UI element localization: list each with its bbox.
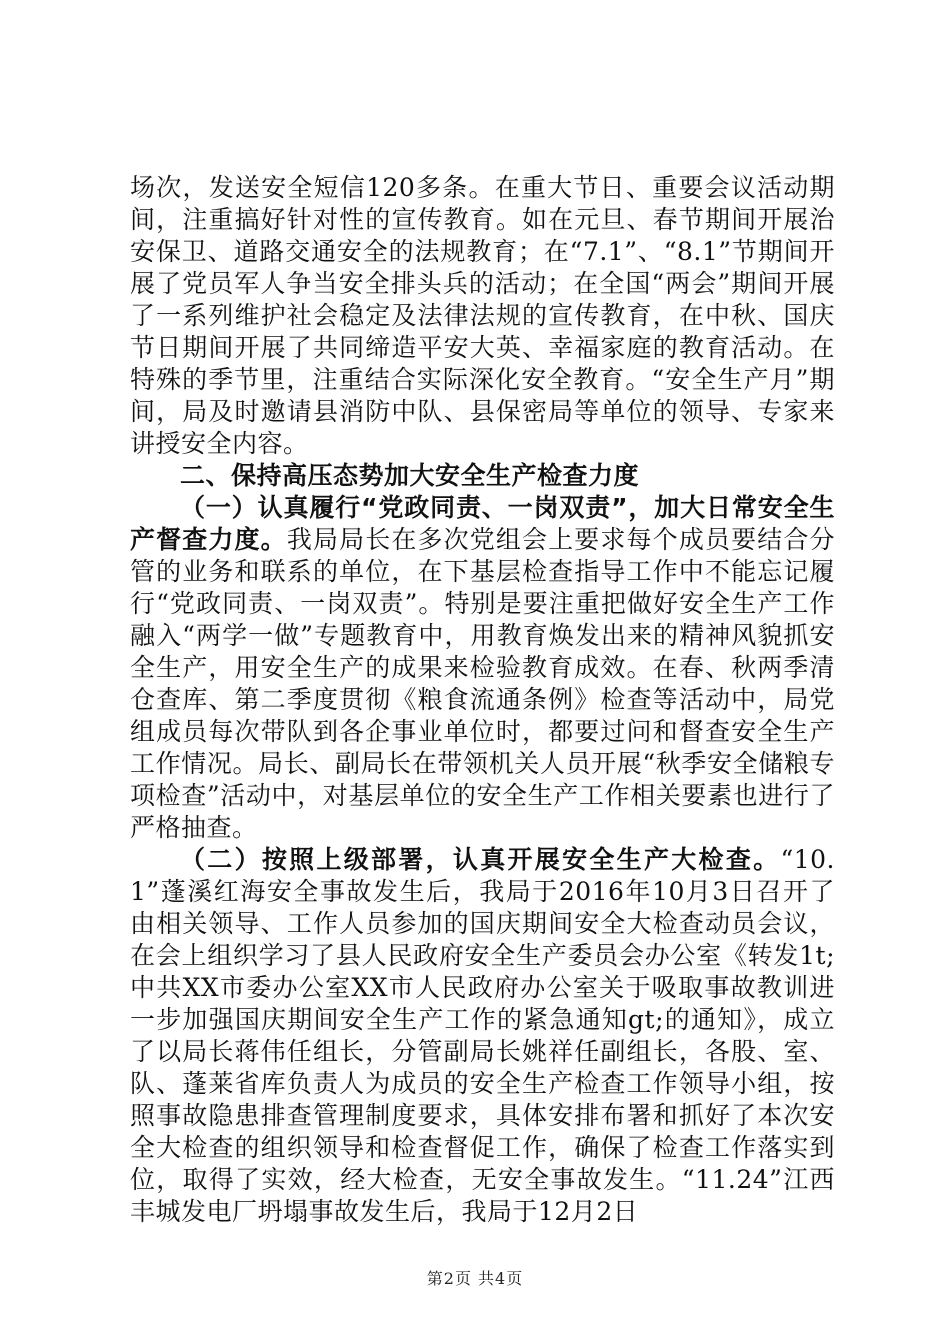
paragraph-sub2-body: “10.1”蓬溪红海安全事故发生后，我局于2016年10月3日召开了由相关领导、工作人员参加的国庆期间安全大检查动员会议，在会上组织学习了县人民政府安全生产委员会办公室《转发1t;中共XX市委办公室XX市人民政府办公室关于吸取事故教训进一步加强国庆期间安全生产工作的紧急通知gt;的通知》，成立了以局长蒋伟任组长，分管副局长姚祥任副组长，各股、室、队、蓬莱省库负责人为成员的安全生产检查工作领导小组，按照事故隐患排查管理制度要求，具体安排布署和抓好了本次安全大检查的组织领导和检查督促工作，确保了检查工作落实到位，取得了实效，经大检查，无安全事故发生。“11.24”江西丰城发电厂坍塌事故发生后，我局于12月2日 [130,845,835,1226]
section-heading-2: 二、保持高压态势加大安全生产检查力度 [180,461,640,490]
paragraph-sub1 [130,492,835,844]
paragraph-sub2 [130,844,835,1228]
subheading-2: （二）按照上级部署，认真开展安全生产大检查。 [180,845,781,874]
paragraph-sub1-body: 我局局长在多次党组会上要求每个成员要结合分管的业务和联系的单位，在下基层检查指导工作中不能忘记履行“党政同责、一岗双责”。特别是要注重把做好安全生产工作融入“两学一做”专题教育中，用教育焕发出来的精神风貌抓安全生产，用安全生产的成果来检验教育成效。在春、秋两季清仓查库、第二季度贯彻《粮食流通条例》检查等活动中，局党组成员每次带队到各企事业单位时，都要过问和督查安全生产工作情况。局长、副局长在带领机关人员开展“秋季安全储粮专项检查”活动中，对基层单位的安全生产工作相关要素也进行了严格抽查。 [130,525,835,842]
subheading-1: （一）认真履行“党政同责、一岗双责”，加大日常安全生产督查力度。 [130,493,835,554]
page-number-footer: 第2页 共4页 [426,1269,524,1288]
paragraph-publicity: 场次，发送安全短信120多条。在重大节日、重要会议活动期间，注重搞好针对性的宣传教育。如在元旦、春节期间开展治安保卫、道路交通安全的法规教育；在“7.1”、“8.1”节期间开展了党员军人争当安全排头兵的活动；在全国“两会”期间开展了一系列维护社会稳定及法律法规的宣传教育，在中秋、国庆节日期间开展了共同缔造平安大英、幸福家庭的教育活动。在特殊的季节里，注重结合实际深化安全教育。“安全生产月”期间，局及时邀请县消防中队、县保密局等单位的领导、专家来讲授安全内容。 [130,173,835,458]
document-body [130,172,835,1228]
